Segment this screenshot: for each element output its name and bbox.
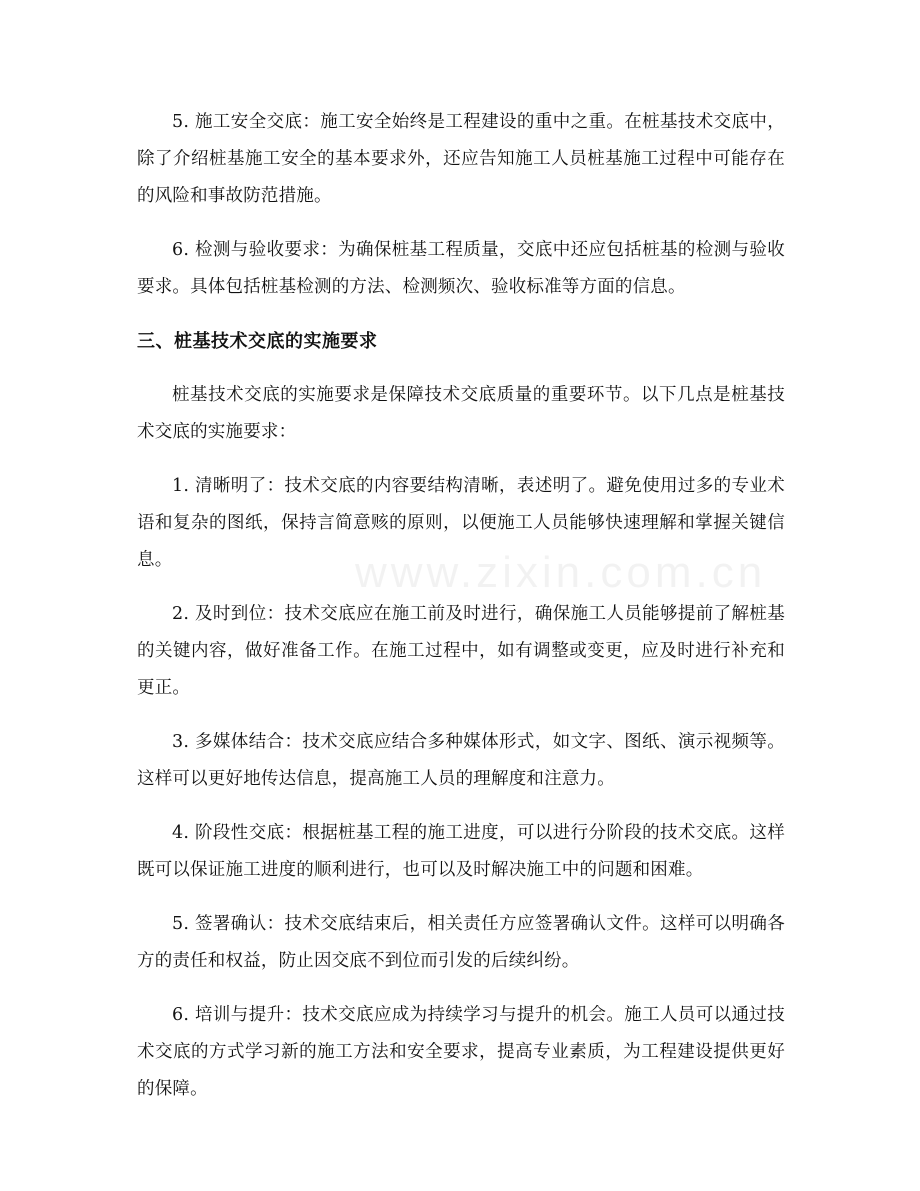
list-item-timeliness: 2. 及时到位：技术交底应在施工前及时进行，确保施工人员能够提前了解桩基的关键内容，做好准备工作。在施工过程中，如有调整或变更，应及时进行补充和更正。: [137, 604, 785, 698]
list-item-phased: 4. 阶段性交底：根据桩基工程的施工进度，可以进行分阶段的技术交底。这样既可以保证施工进度的顺利进行，也可以及时解决施工中的问题和困难。: [137, 823, 785, 880]
list-item-multimedia: 3. 多媒体结合：技术交底应结合多种媒体形式，如文字、图纸、演示视频等。这样可以更好地传达信息，提高施工人员的理解度和注意力。: [137, 732, 785, 789]
list-item-clarity: 1. 清晰明了：技术交底的内容要结构清晰，表述明了。避免使用过多的专业术语和复杂的图纸，保持言简意赅的原则，以便施工人员能够快速理解和掌握关键信息。: [137, 476, 785, 570]
list-item-training: 6. 培训与提升：技术交底应成为持续学习与提升的机会。施工人员可以通过技术交底的方式学习新的施工方法和安全要求，提高专业素质，为工程建设提供更好的保障。: [137, 1005, 785, 1099]
section-heading: 三、桩基技术交底的实施要求: [137, 331, 378, 352]
list-item-sign-off: 5. 签署确认：技术交底结束后，相关责任方应签署确认文件。这样可以明确各方的责任和权益，防止因交底不到位而引发的后续纠纷。: [137, 914, 785, 971]
watermark-text: www.zixin.com.cn: [355, 548, 767, 597]
document-body: [137, 104, 785, 1125]
paragraph-safety-briefing: 5. 施工安全交底：施工安全始终是工程建设的重中之重。在桩基技术交底中，除了介绍桩基施工安全的基本要求外，还应告知施工人员桩基施工过程中可能存在的风险和事故防范措施。: [137, 112, 785, 206]
section-intro: 桩基技术交底的实施要求是保障技术交底质量的重要环节。以下几点是桩基技术交底的实施要求：: [137, 385, 785, 442]
paragraph-inspection-acceptance: 6. 检测与验收要求：为确保桩基工程质量，交底中还应包括桩基的检测与验收要求。具体包括桩基检测的方法、检测频次、验收标准等方面的信息。: [137, 240, 785, 297]
